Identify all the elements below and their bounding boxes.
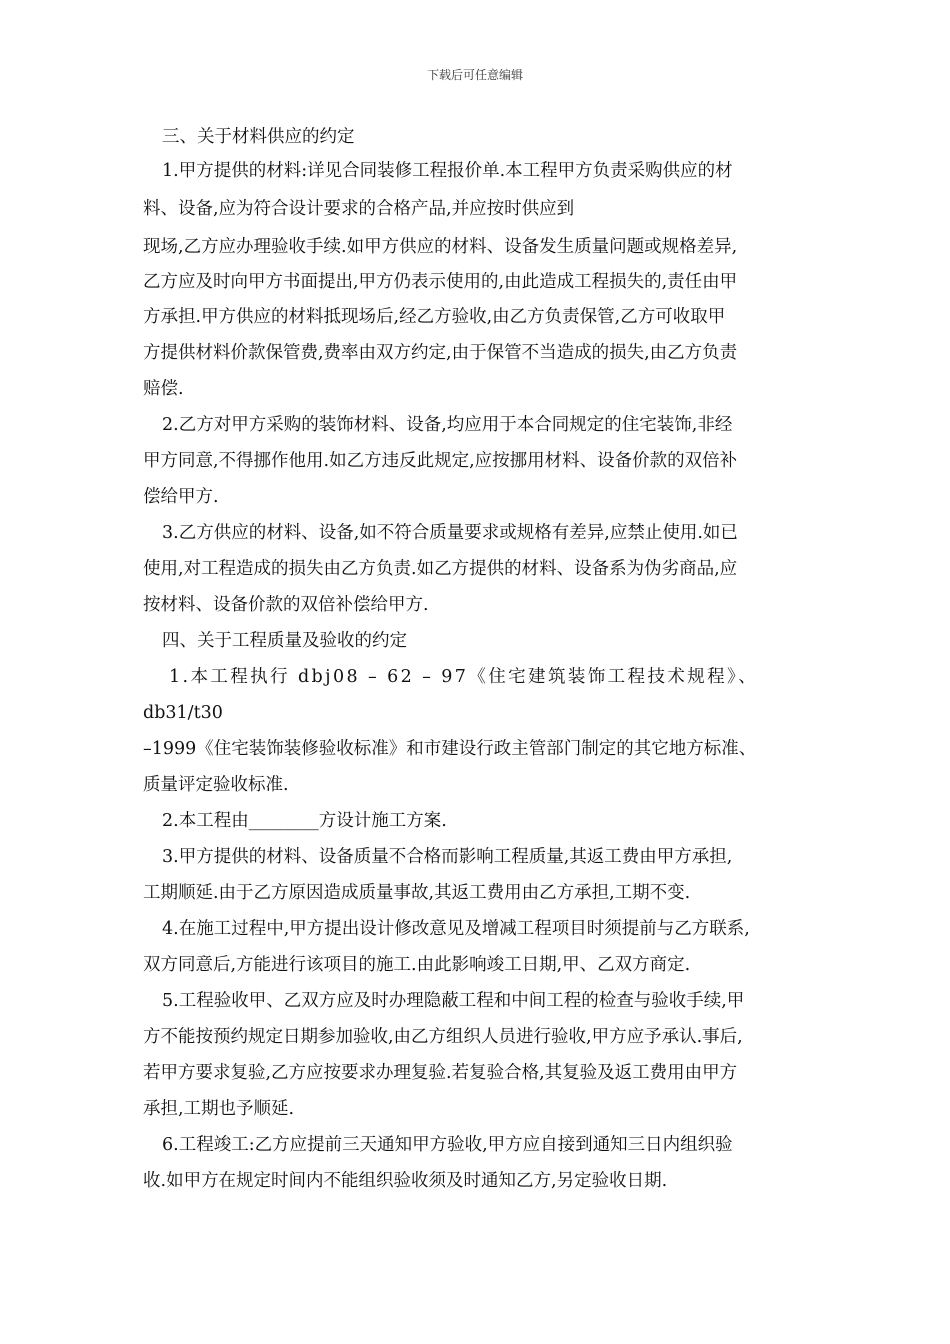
paragraph-line: 5.工程验收甲、乙双方应及时办理隐蔽工程和中间工程的检查与验收手续,甲: [162, 991, 745, 1011]
paragraph-line: 按材料、设备价款的双倍补偿给甲方.: [143, 595, 429, 615]
paragraph-line: 若甲方要求复验,乙方应按要求办理复验.若复验合格,其复验及返工费用由甲方: [143, 1063, 738, 1083]
page-header: 下载后可任意编辑: [426, 68, 523, 82]
paragraph-line: 4.在施工过程中,甲方提出设计修改意见及增减工程项目时须提前与乙方联系,: [162, 919, 750, 939]
paragraph-line: 赔偿.: [143, 379, 184, 399]
paragraph-line: 方承担.甲方供应的材料抵现场后,经乙方验收,由乙方负责保管,乙方可收取甲: [143, 307, 726, 327]
paragraph-line: 3.乙方供应的材料、设备,如不符合质量要求或规格有差异,应禁止使用.如已: [162, 523, 738, 543]
paragraph-line: 方提供材料价款保管费,费率由双方约定,由于保管不当造成的损失,由乙方负责: [143, 343, 738, 363]
paragraph-line: 方不能按预约规定日期参加验收,由乙方组织人员进行验收,甲方应予承认.事后,: [143, 1027, 743, 1047]
section-heading: 四、关于工程质量及验收的约定: [162, 631, 407, 651]
paragraph-line: 工期顺延.由于乙方原因造成质量事故,其返工费用由乙方承担,工期不变.: [143, 883, 691, 903]
paragraph-line: 收.如甲方在规定时间内不能组织验收须及时通知乙方,另定验收日期.: [143, 1171, 668, 1191]
paragraph-line: 承担,工期也予顺延.: [143, 1099, 295, 1119]
paragraph-line: 2.本工程由________方设计施工方案.: [162, 811, 447, 831]
paragraph-line: 2.乙方对甲方采购的装饰材料、设备,均应用于本合同规定的住宅装饰,非经: [162, 415, 733, 435]
paragraph-line: 3.甲方提供的材料、设备质量不合格而影响工程质量,其返工费由甲方承担,: [162, 847, 733, 867]
paragraph-line: 1.本工程执行 dbj08 – 62 – 97《住宅建筑装饰工程技术规程》、: [169, 667, 759, 687]
paragraph-line: 乙方应及时向甲方书面提出,甲方仍表示使用的,由此造成工程损失的,责任由甲: [143, 272, 738, 292]
section-heading: 三、关于材料供应的约定: [162, 127, 355, 147]
paragraph-line: 1.甲方提供的材料:详见合同装修工程报价单.本工程甲方负责采购供应的材: [162, 161, 733, 181]
paragraph-line: 甲方同意,不得挪作他用.如乙方违反此规定,应按挪用材料、设备价款的双倍补: [143, 451, 738, 471]
paragraph-line: 质量评定验收标准.: [143, 775, 289, 795]
paragraph-line: 使用,对工程造成的损失由乙方负责.如乙方提供的材料、设备系为伪劣商品,应: [143, 559, 738, 579]
paragraph-line: 偿给甲方.: [143, 487, 219, 507]
paragraph-line: 双方同意后,方能进行该项目的施工.由此影响竣工日期,甲、乙双方商定.: [143, 955, 691, 975]
paragraph-line: 现场,乙方应办理验收手续.如甲方供应的材料、设备发生质量问题或规格差异,: [143, 237, 738, 257]
paragraph-line: 料、设备,应为符合设计要求的合格产品,并应按时供应到: [143, 199, 575, 219]
paragraph-line: –1999《住宅装饰装修验收标准》和市建设行政主管部门制定的其它地方标准、: [143, 739, 757, 759]
paragraph-line: db31/t30: [143, 703, 223, 723]
paragraph-line: 6.工程竣工:乙方应提前三天通知甲方验收,甲方应自接到通知三日内组织验: [162, 1135, 733, 1155]
